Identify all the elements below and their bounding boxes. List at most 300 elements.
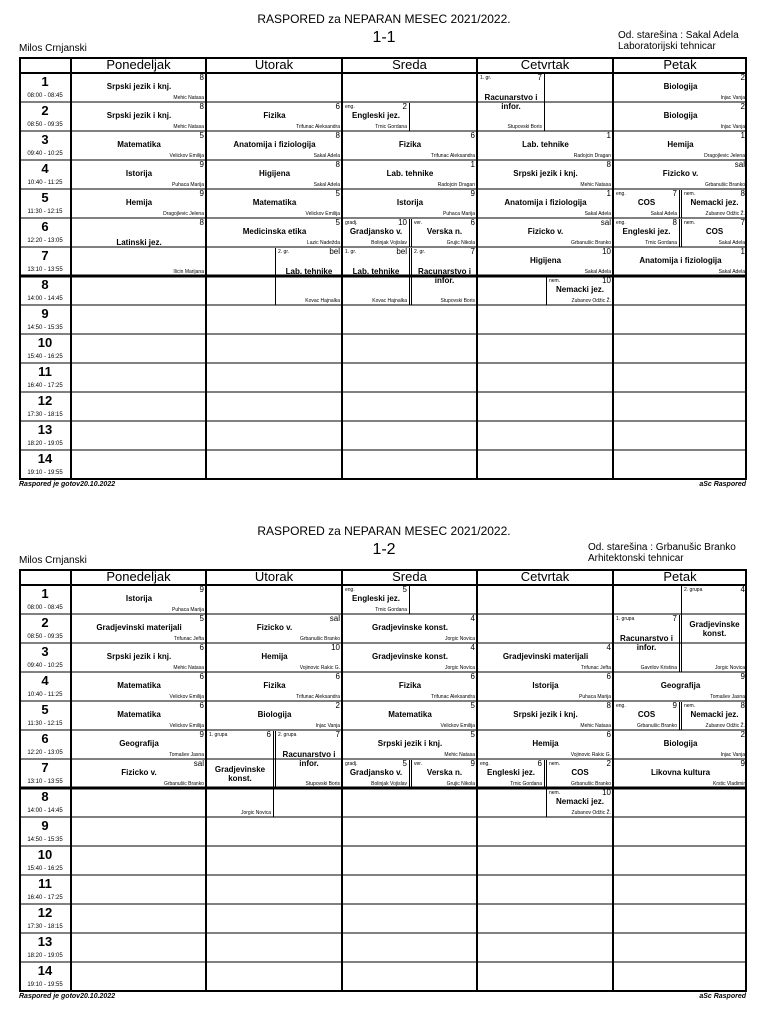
lesson-cell[interactable] (343, 103, 410, 131)
period-time: 14:00 - 14:45 (27, 808, 63, 814)
lesson-room: 5 (199, 615, 204, 623)
lesson-cell[interactable] (72, 219, 206, 276)
lesson-group: nem. (549, 761, 561, 767)
lesson-room: 1 (740, 248, 745, 256)
lesson-cell[interactable] (681, 586, 747, 672)
period-number: 14 (37, 451, 53, 466)
lesson-teacher: Trnic Gordana (510, 781, 542, 787)
period-number: 8 (41, 277, 49, 292)
schedule-title: RASPORED za NEPARAN MESEC 2021/2022. (257, 524, 511, 538)
lesson-cell[interactable] (72, 161, 206, 189)
lesson-teacher: Zubanov Odžic Ž. (705, 211, 745, 217)
lesson-subject: Racunarstvo i infor. (484, 93, 538, 111)
lesson-teacher: Ilicin Marijana (173, 269, 204, 275)
lesson-subject: Srpski jezik i knj. (513, 169, 578, 178)
lesson-cell[interactable] (478, 702, 613, 730)
lesson-group: nem. (549, 278, 561, 284)
lesson-room: 7 (537, 74, 542, 82)
period-time: 08:00 - 08:45 (27, 605, 63, 611)
lesson-cell[interactable] (72, 702, 206, 730)
period-number: 2 (41, 615, 49, 630)
lesson-subject: Fizicko v. (662, 169, 699, 178)
lesson-subject: Srpski jezik i knj. (106, 652, 172, 661)
lesson-teacher: Grbanušic Branko (570, 240, 611, 246)
lesson-room: 10 (398, 219, 407, 227)
lesson-subject: Fizicko v. (256, 623, 293, 632)
lesson-cell[interactable] (343, 702, 477, 730)
lesson-cell[interactable] (614, 731, 747, 759)
lesson-group: 1. gr. (345, 249, 357, 255)
lesson-teacher: Trifunac Jefta (580, 665, 611, 671)
lesson-room: 4 (606, 644, 611, 652)
lesson-teacher: Trnic Gordana (645, 240, 677, 246)
lesson-room: 6 (335, 673, 340, 681)
lesson-room: 7 (740, 219, 745, 227)
lesson-teacher: Sakal Adela (718, 240, 745, 246)
lesson-subject: Engleski jez. (622, 227, 671, 236)
lesson-room: 1 (470, 161, 475, 169)
footer-generated: Raspored je gotov20.10.2022 (19, 481, 116, 488)
lesson-cell[interactable] (478, 673, 613, 701)
lesson-room: 10 (602, 277, 611, 285)
lesson-room: sal (193, 760, 204, 768)
lesson-room: 5 (335, 190, 340, 198)
lesson-teacher: Sakal Adela (584, 269, 611, 275)
lesson-room: sal (329, 615, 340, 623)
lesson-teacher: Lazic Nadežda (306, 240, 340, 246)
lesson-subject: COS (637, 198, 656, 207)
lesson-group: nem. (684, 703, 696, 709)
lesson-room: 7 (335, 731, 340, 739)
lesson-cell[interactable] (72, 190, 206, 218)
lesson-cell[interactable] (207, 103, 342, 131)
lesson-cell[interactable] (546, 277, 613, 305)
lesson-room: 6 (199, 644, 204, 652)
lesson-cell[interactable] (478, 190, 613, 218)
lesson-teacher: Grujic Nikola (446, 240, 475, 246)
lesson-cell[interactable] (207, 702, 342, 730)
lesson-subject: Istorija (125, 169, 153, 178)
lesson-teacher: Zubanov Odžic Ž. (571, 298, 611, 304)
lesson-room: 8 (335, 132, 340, 140)
lesson-cell[interactable] (478, 132, 613, 160)
lesson-cell[interactable] (614, 132, 747, 160)
lesson-subject: Gradjevinski materijali (96, 623, 182, 632)
lesson-subject: Matematika (117, 681, 161, 690)
schedule-title: RASPORED za NEPARAN MESEC 2021/2022. (257, 12, 511, 26)
lesson-subject: Srpski jezik i knj. (377, 739, 443, 748)
lesson-room: 2 (740, 103, 745, 111)
day-header-cetvrtak: Cetvrtak (520, 57, 570, 72)
lesson-teacher: Grujic Nikola (446, 781, 475, 787)
day-header-utorak: Utorak (254, 57, 294, 72)
lesson-room: 6 (199, 673, 204, 681)
lesson-cell[interactable] (478, 219, 613, 247)
lesson-cell[interactable] (614, 702, 680, 730)
lesson-subject: Higijena (529, 256, 562, 265)
lesson-teacher: Bolinjak Vojislav (371, 781, 407, 787)
day-header-petak: Petak (663, 569, 697, 584)
lesson-room: 1 (606, 132, 611, 140)
lesson-room: 2 (606, 760, 611, 768)
lesson-subject: Hemija (532, 739, 559, 748)
lesson-teacher: Puhaca Marija (443, 211, 475, 217)
lesson-group: 1. grupa (616, 616, 635, 622)
lesson-group: eng. (616, 191, 626, 197)
lesson-teacher: Sakal Adela (718, 269, 745, 275)
lesson-room: 6 (266, 731, 271, 739)
lesson-teacher: Grbanušic Branko (570, 781, 611, 787)
lesson-group: nem. (684, 220, 696, 226)
lesson-cell[interactable] (614, 248, 747, 276)
lesson-room: 6 (606, 673, 611, 681)
lesson-cell[interactable] (72, 673, 206, 701)
lesson-cell[interactable] (72, 644, 206, 672)
lesson-room: 9 (199, 586, 204, 594)
lesson-group: 2. gr. (278, 249, 290, 255)
day-header-petak: Petak (663, 57, 697, 72)
lesson-cell[interactable] (614, 673, 747, 701)
lesson-room: 2 (335, 702, 340, 710)
period-number: 11 (38, 364, 52, 379)
lesson-subject: Engleski jez. (351, 111, 401, 120)
lesson-cell[interactable] (478, 248, 613, 276)
lesson-subject: Latinski jez. (116, 238, 162, 247)
lesson-subject: Likovna kultura (650, 768, 711, 777)
homeroom-teacher (588, 542, 736, 564)
day-header-cetvrtak: Cetvrtak (520, 569, 570, 584)
lesson-cell[interactable] (478, 74, 545, 131)
lesson-cell[interactable] (207, 731, 274, 817)
lesson-subject: Racunarstvo i infor. (418, 267, 471, 285)
lesson-teacher: Stupovski Boris (507, 124, 542, 130)
period-number: 13 (37, 422, 53, 437)
lesson-subject: Anatomija i fiziologija (233, 140, 316, 149)
lesson-group: 1. gr. (480, 75, 492, 81)
lesson-subject: Gradjevinske konst. (371, 623, 449, 632)
lesson-teacher: Puhaca Marija (172, 182, 204, 188)
lesson-subject: Biologija (257, 710, 292, 719)
lesson-subject: Fizika (263, 111, 286, 120)
lesson-room: 8 (199, 219, 204, 227)
period-number: 4 (41, 673, 49, 688)
lesson-room: 6 (470, 219, 475, 227)
lesson-teacher: Kovac Hajnalka (305, 298, 340, 304)
lesson-cell[interactable] (546, 789, 613, 817)
period-time: 08:50 - 09:35 (27, 122, 63, 128)
lesson-subject: Matematika (252, 198, 297, 207)
lesson-teacher: Dragojlevic Jelena (163, 211, 204, 217)
lesson-cell[interactable] (343, 673, 477, 701)
lesson-subject: Hemija (261, 652, 288, 661)
lesson-subject: Fizika (398, 140, 422, 149)
lesson-group: 2. grupa (684, 587, 703, 593)
lesson-cell[interactable] (478, 161, 613, 189)
lesson-teacher: Velickov Emilija (169, 694, 204, 700)
period-time: 16:40 - 17:25 (27, 895, 63, 901)
period-time: 15:40 - 16:25 (27, 866, 63, 872)
lesson-cell[interactable] (72, 731, 206, 759)
lesson-subject: Nemacki jez. (690, 710, 739, 719)
lesson-cell[interactable] (207, 219, 342, 247)
lesson-cell[interactable] (343, 219, 410, 247)
lesson-cell[interactable] (72, 586, 206, 614)
lesson-teacher: Jorgic Novica (240, 810, 271, 816)
lesson-cell[interactable] (681, 702, 747, 730)
lesson-teacher: Sakal Adela (313, 182, 340, 188)
lesson-cell[interactable] (343, 731, 477, 759)
lesson-subject: Biologija (663, 739, 698, 748)
period-number: 5 (41, 702, 49, 717)
lesson-cell[interactable] (343, 586, 410, 614)
lesson-room: 5 (199, 132, 204, 140)
lesson-subject: Lab. tehnike (386, 169, 434, 178)
lesson-teacher: Trifunac Aleksandra (430, 694, 475, 700)
lesson-cell[interactable] (343, 132, 477, 160)
lesson-teacher: Velickov Emilija (169, 153, 204, 159)
period-number: 3 (41, 132, 49, 147)
day-header-utorak: Utorak (254, 569, 294, 584)
footer-software: aSc Raspored (699, 993, 746, 1000)
period-time: 19:10 - 19:55 (27, 470, 63, 476)
period-number: 3 (41, 644, 49, 659)
lesson-subject: Gradjevinske konst. (371, 652, 449, 661)
lesson-cell[interactable] (478, 644, 613, 672)
lesson-subject: Fizicko v. (527, 227, 564, 236)
lesson-cell[interactable] (207, 161, 342, 189)
lesson-cell[interactable] (614, 103, 747, 131)
lesson-subject: Istorija (125, 594, 153, 603)
lesson-teacher: Grbanušic Branko (163, 781, 204, 787)
lesson-room: 9 (470, 190, 475, 198)
lesson-room: 5 (470, 702, 475, 710)
lesson-group: eng. (480, 761, 490, 767)
lesson-subject: Fizicko v. (121, 768, 157, 777)
period-time: 13:10 - 13:55 (27, 779, 63, 785)
period-number: 10 (37, 335, 53, 350)
lesson-room: 9 (199, 190, 204, 198)
lesson-room: 9 (470, 760, 475, 768)
lesson-teacher: Stupovski Boris (305, 781, 340, 787)
lesson-cell[interactable] (343, 644, 477, 672)
lesson-subject: Nemacki jez. (555, 797, 605, 806)
lesson-subject: Istorija (396, 198, 424, 207)
lesson-teacher: Radojcin Dragan (437, 182, 475, 188)
lesson-teacher: Vojinovic Rakic G. (299, 665, 340, 671)
lesson-subject: Fizika (398, 681, 422, 690)
lesson-teacher: Mehic Natasa (580, 182, 611, 188)
lesson-group: gradj. (345, 761, 358, 767)
lesson-cell[interactable] (478, 760, 545, 788)
period-number: 1 (41, 586, 49, 601)
lesson-room: 6 (335, 103, 340, 111)
lesson-cell[interactable] (546, 760, 613, 788)
lesson-teacher: Dragojlevic Jelena (704, 153, 745, 159)
lesson-subject: Fizika (263, 681, 286, 690)
lesson-teacher: Jorgic Novica (444, 636, 475, 642)
period-time: 10:40 - 11:25 (27, 692, 63, 698)
period-number: 14 (37, 963, 53, 978)
lesson-room: 8 (199, 103, 204, 111)
lesson-teacher: Sakal Adela (313, 153, 340, 159)
lesson-subject: Verska n. (426, 227, 463, 236)
class-name: 1-1 (372, 29, 396, 46)
lesson-cell[interactable] (72, 103, 206, 131)
lesson-room: 8 (740, 702, 745, 710)
period-time: 17:30 - 18:15 (27, 924, 63, 930)
lesson-subject: Gradjevinske konst. (689, 620, 740, 638)
period-number: 4 (41, 161, 49, 176)
lesson-group: ver. (414, 761, 423, 767)
lesson-teacher: Velickov Emilija (440, 723, 475, 729)
lesson-subject: Nemacki jez. (690, 198, 739, 207)
lesson-subject: Anatomija i fiziologija (504, 198, 587, 207)
lesson-cell[interactable] (275, 248, 342, 305)
lesson-teacher: Mehic Natasa (173, 665, 204, 671)
lesson-subject: Lab. tehnike (522, 140, 569, 149)
lesson-subject: Anatomija i fiziologija (639, 256, 722, 265)
lesson-room: 5 (402, 586, 407, 594)
lesson-cell[interactable] (72, 760, 206, 788)
lesson-subject: Gradjansko v. (349, 768, 403, 777)
footer-software: aSc Raspored (699, 481, 746, 488)
period-number: 9 (41, 818, 49, 833)
lesson-teacher: Sakal Adela (650, 211, 677, 217)
lesson-subject: COS (705, 227, 724, 236)
lesson-teacher: Zubanov Odžic Ž. (571, 810, 611, 816)
period-number: 5 (41, 190, 49, 205)
lesson-teacher: Krstic Vladimir (713, 781, 745, 787)
lesson-subject: Racunarstvo i infor. (620, 634, 673, 652)
class-profile: Laboratorijski tehnicar (618, 41, 716, 52)
lesson-room: 4 (740, 586, 745, 594)
lesson-teacher: Kovac Hajnalka (372, 298, 407, 304)
lesson-room: 2 (740, 74, 745, 82)
lesson-teacher: Stupovski Boris (440, 298, 475, 304)
lesson-teacher: Mehic Natasa (444, 752, 475, 758)
lesson-cell[interactable] (343, 248, 410, 305)
lesson-teacher: Jorgic Novica (444, 665, 475, 671)
lesson-teacher: Jorgic Novica (714, 665, 745, 671)
period-time: 14:50 - 15:35 (27, 325, 63, 331)
lesson-cell[interactable] (207, 132, 342, 160)
lesson-teacher: Injac Vanja (720, 124, 745, 130)
lesson-room: 2 (740, 731, 745, 739)
lesson-teacher: Trnic Gordana (375, 124, 407, 130)
timetable-grid (19, 57, 747, 479)
lesson-group: 2. gr. (414, 249, 426, 255)
period-time: 11:30 - 12:15 (27, 721, 63, 727)
lesson-cell[interactable] (614, 760, 747, 788)
lesson-subject: COS (637, 710, 656, 719)
lesson-teacher: Trifunac Aleksandra (430, 153, 475, 159)
lesson-cell[interactable] (411, 248, 477, 305)
lesson-cell[interactable] (614, 74, 747, 102)
day-header-ponedeljak: Ponedeljak (106, 569, 171, 584)
period-time: 14:50 - 15:35 (27, 837, 63, 843)
lesson-room: 8 (672, 219, 677, 227)
period-time: 09:40 - 10:25 (27, 663, 63, 669)
lesson-subject: Biologija (663, 111, 698, 120)
period-number: 9 (41, 306, 49, 321)
period-number: 6 (41, 219, 49, 234)
lesson-teacher: Gavrilov Kristina (640, 665, 677, 671)
lesson-room: 6 (537, 760, 542, 768)
lesson-teacher: Trnic Gordana (375, 607, 407, 613)
lesson-cell[interactable] (207, 615, 342, 643)
lesson-cell[interactable] (72, 132, 206, 160)
lesson-teacher: Grbanušic Branko (636, 723, 677, 729)
lesson-subject: Geografija (660, 681, 701, 690)
homeroom-teacher (618, 30, 739, 52)
lesson-cell[interactable] (614, 219, 680, 247)
lesson-cell[interactable] (614, 161, 747, 189)
lesson-cell[interactable] (411, 219, 477, 247)
day-header-ponedeljak: Ponedeljak (106, 57, 171, 72)
lesson-cell[interactable] (411, 760, 477, 788)
lesson-teacher: Trifunac Aleksandra (295, 124, 340, 130)
period-time: 18:20 - 19:05 (27, 441, 63, 447)
period-time: 14:00 - 14:45 (27, 296, 63, 302)
lesson-cell[interactable] (614, 190, 680, 218)
lesson-teacher: Injac Vanja (720, 95, 745, 101)
lesson-cell[interactable] (614, 615, 680, 672)
period-number: 8 (41, 789, 49, 804)
lesson-teacher: Grbanušic Branko (299, 636, 340, 642)
lesson-room: 5 (402, 760, 407, 768)
lesson-cell[interactable] (343, 161, 477, 189)
lesson-room: 1 (606, 190, 611, 198)
footer-generated: Raspored je gotov20.10.2022 (19, 993, 116, 1000)
lesson-teacher: Tomašev Jasna (710, 694, 745, 700)
lesson-subject: Geografija (119, 739, 159, 748)
lesson-room: 9 (199, 161, 204, 169)
lesson-cell[interactable] (343, 760, 410, 788)
lesson-cell[interactable] (681, 219, 747, 247)
class-name: 1-2 (372, 541, 396, 558)
lesson-subject: Gradjansko v. (349, 227, 403, 236)
lesson-group: eng. (616, 220, 626, 226)
lesson-room: 8 (740, 190, 745, 198)
lesson-cell[interactable] (478, 731, 613, 759)
lesson-subject: Biologija (663, 82, 698, 91)
lesson-subject: Higijena (258, 169, 291, 178)
class-profile: Arhitektonski tehnicar (588, 553, 684, 564)
lesson-cell[interactable] (72, 615, 206, 643)
lesson-group: eng. (616, 703, 626, 709)
lesson-room: 6 (470, 673, 475, 681)
lesson-cell[interactable] (343, 615, 477, 643)
period-number: 7 (41, 760, 49, 775)
lesson-group: gradj. (345, 220, 358, 226)
lesson-cell[interactable] (343, 190, 477, 218)
lesson-room: 9 (740, 673, 745, 681)
period-time: 15:40 - 16:25 (27, 354, 63, 360)
lesson-cell[interactable] (681, 190, 747, 218)
lesson-cell[interactable] (207, 673, 342, 701)
lesson-cell[interactable] (275, 731, 342, 788)
lesson-cell[interactable] (207, 190, 342, 218)
lesson-cell[interactable] (72, 74, 206, 102)
lesson-cell[interactable] (207, 644, 342, 672)
period-time: 17:30 - 18:15 (27, 412, 63, 418)
lesson-room: bel (329, 248, 340, 256)
period-time: 11:30 - 12:15 (27, 209, 63, 215)
school-name: Milos Crnjanski (19, 555, 87, 566)
lesson-teacher: Velickov Emilija (169, 723, 204, 729)
lesson-subject: Hemija (667, 140, 694, 149)
lesson-subject: COS (571, 768, 589, 777)
